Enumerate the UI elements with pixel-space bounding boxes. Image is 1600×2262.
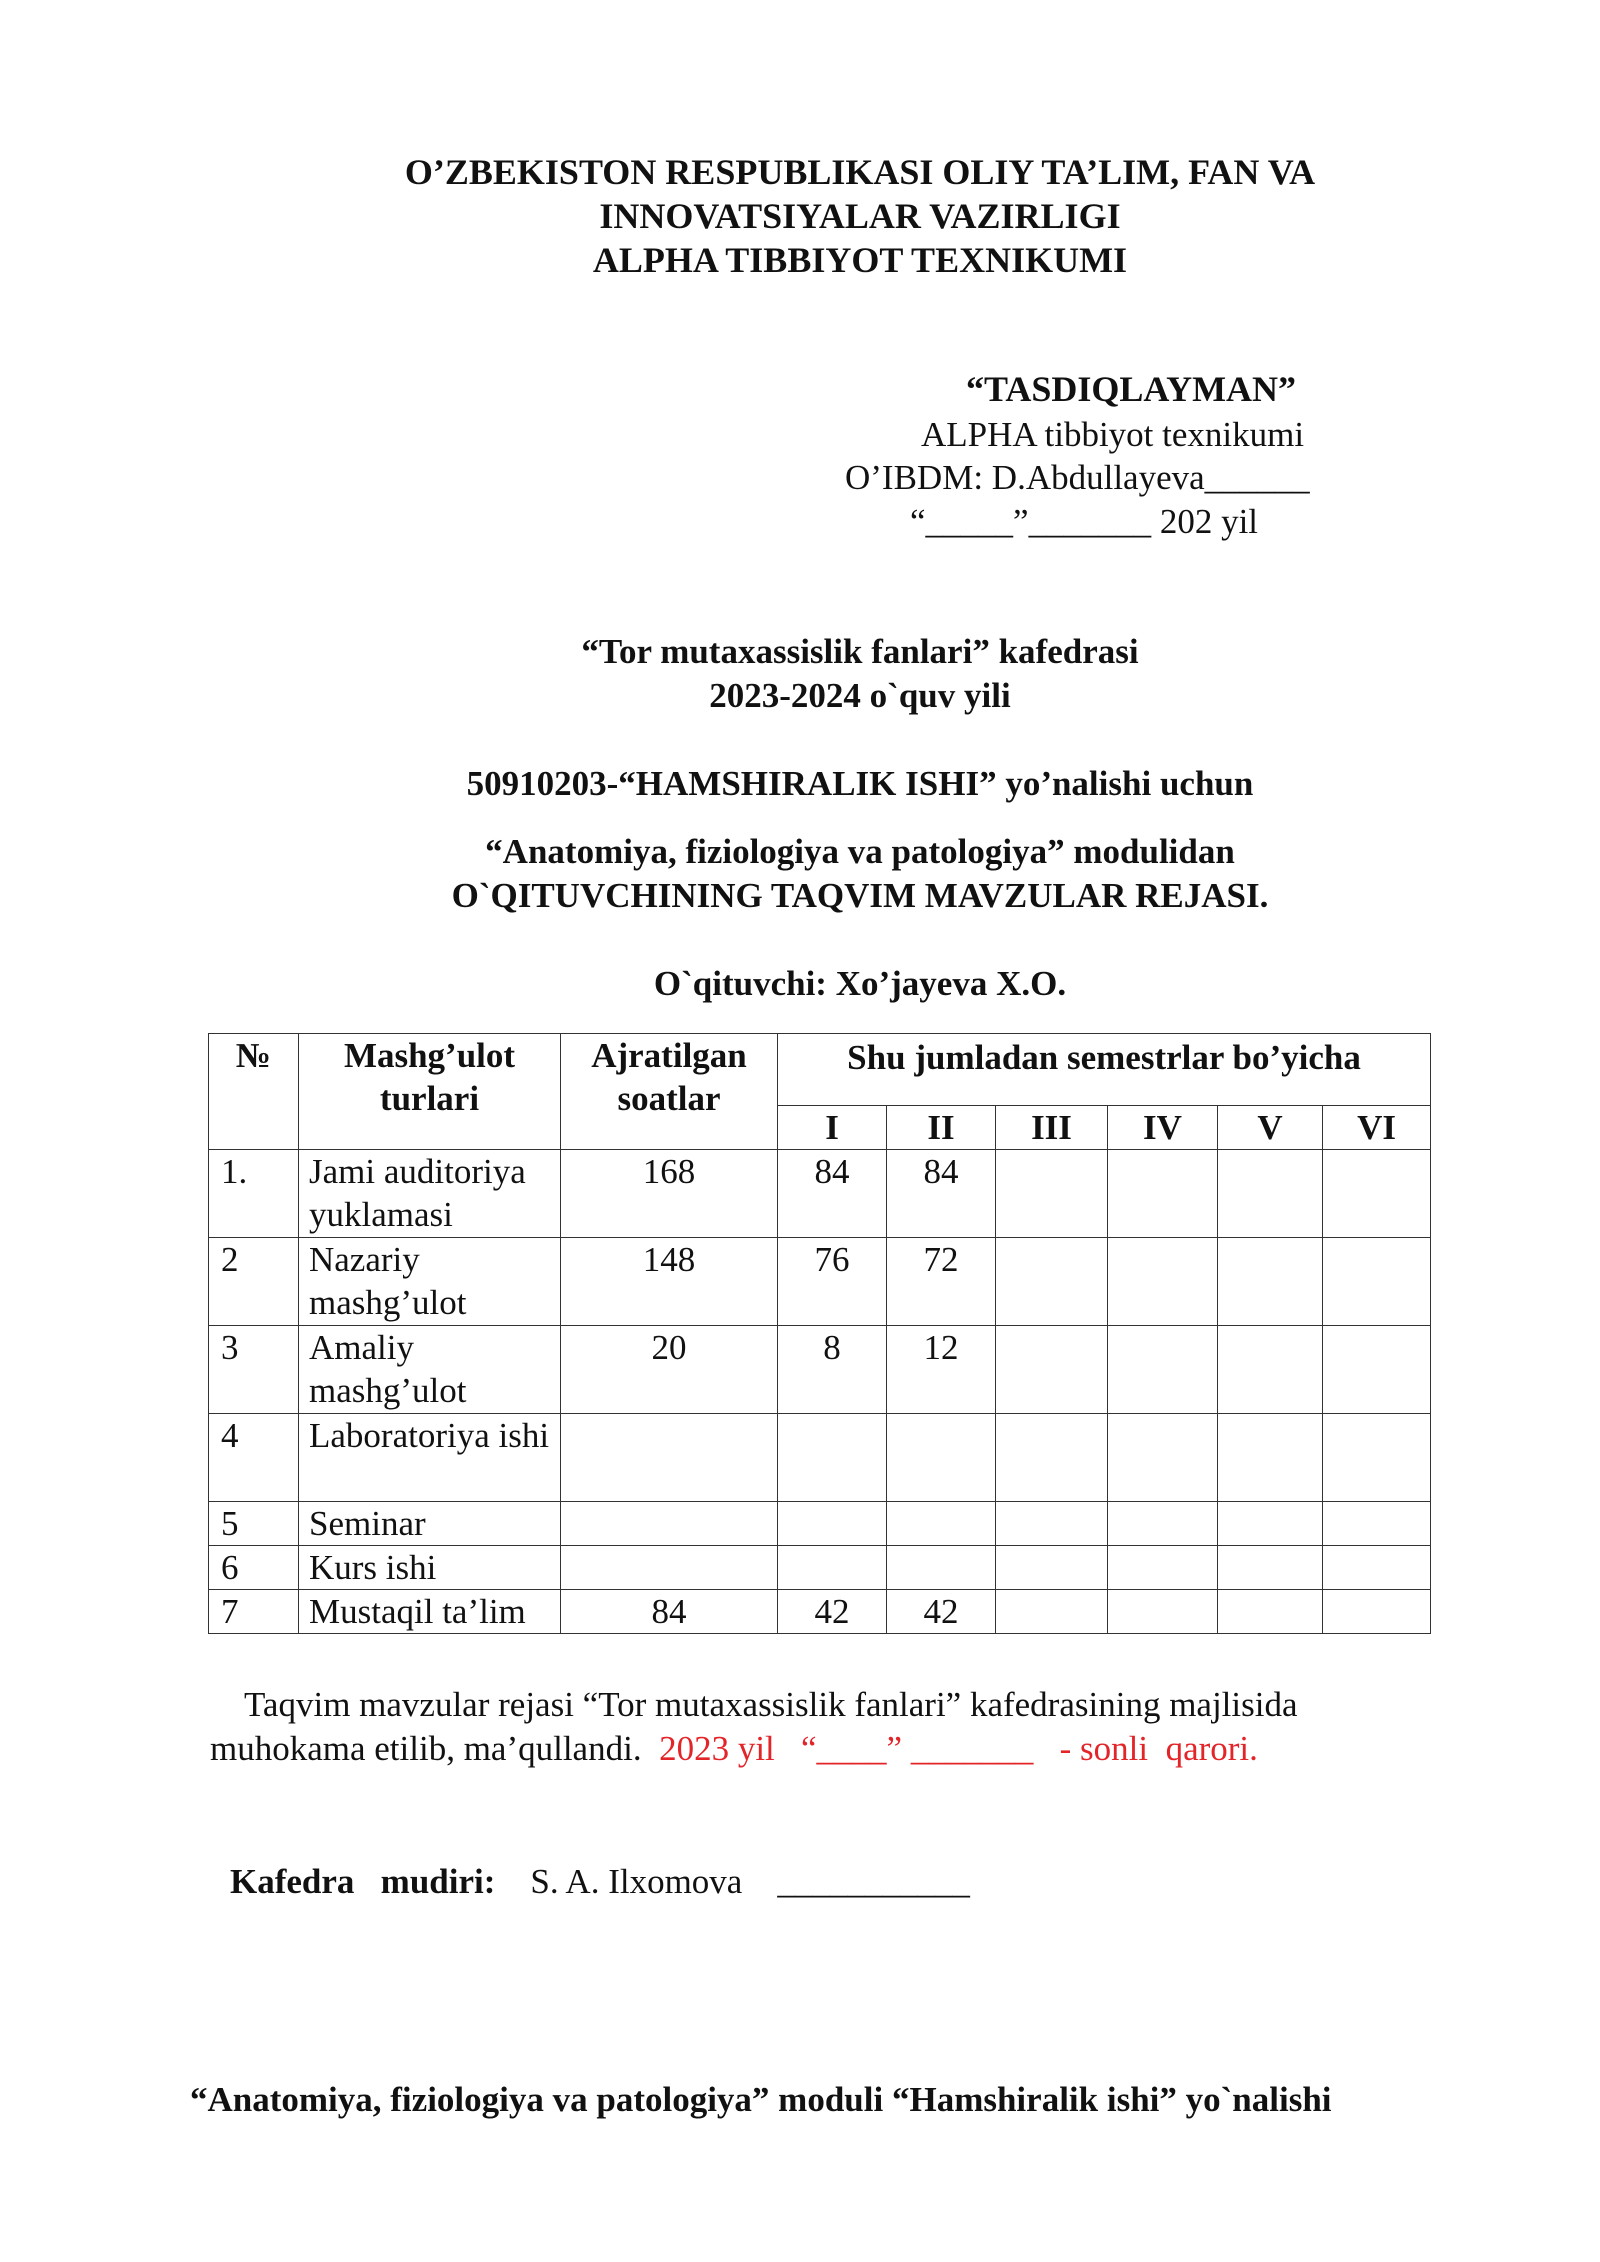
row-semester-3 xyxy=(996,1238,1108,1326)
header-semester-5: V xyxy=(1218,1106,1323,1150)
row-semester-5 xyxy=(1218,1546,1323,1590)
row-semester-4 xyxy=(1108,1590,1218,1634)
discussion-line-1: Taqvim mavzular rejasi “Tor mutaxassislik fanlari” kafedrasining majlisida xyxy=(244,1685,1298,1724)
row-semester-1: 8 xyxy=(778,1326,887,1414)
row-semester-6 xyxy=(1323,1502,1431,1546)
row-semester-2 xyxy=(887,1502,996,1546)
row-semester-3 xyxy=(996,1414,1108,1502)
row-semester-1 xyxy=(778,1546,887,1590)
row-type: Nazariy mashg’ulot xyxy=(299,1238,561,1326)
row-hours xyxy=(561,1414,778,1502)
approval-date: “_____”_______ 202 yil xyxy=(910,502,1259,541)
row-type: Jami auditoriya yuklamasi xyxy=(299,1150,561,1238)
row-number: 2 xyxy=(209,1238,299,1326)
decision-date: 2023 yil “____” _______ - sonli qarori. xyxy=(659,1729,1258,1768)
row-type: Seminar xyxy=(299,1502,561,1546)
discussion-text: muhokama etilib, ma’qullandi. xyxy=(210,1729,642,1768)
row-semester-2 xyxy=(887,1546,996,1590)
table-row xyxy=(209,1150,1431,1238)
row-semester-1 xyxy=(778,1502,887,1546)
row-semester-4 xyxy=(1108,1414,1218,1502)
row-semester-3 xyxy=(996,1546,1108,1590)
header-semester-3: III xyxy=(996,1106,1108,1150)
table-row xyxy=(209,1546,1431,1590)
row-semester-3 xyxy=(996,1326,1108,1414)
row-semester-6 xyxy=(1323,1238,1431,1326)
row-semester-2: 42 xyxy=(887,1590,996,1634)
row-semester-3 xyxy=(996,1502,1108,1546)
header-semester-2: II xyxy=(887,1106,996,1150)
row-semester-6 xyxy=(1323,1326,1431,1414)
row-number: 1. xyxy=(209,1150,299,1238)
table-row xyxy=(209,1414,1431,1502)
row-semester-6 xyxy=(1323,1150,1431,1238)
row-semester-6 xyxy=(1323,1414,1431,1502)
approval-org: ALPHA tibbiyot texnikumi xyxy=(921,415,1305,454)
row-semester-4 xyxy=(1108,1546,1218,1590)
row-number: 5 xyxy=(209,1502,299,1546)
academic-year: 2023-2024 o`quv yili xyxy=(709,676,1011,715)
row-semester-2: 12 xyxy=(887,1326,996,1414)
approval-signer: O’IBDM: D.Abdullayeva______ xyxy=(845,458,1310,497)
row-number: 6 xyxy=(209,1546,299,1590)
plan-title: O`QITUVCHINING TAQVIM MAVZULAR REJASI. xyxy=(451,876,1269,915)
department-name: “Tor mutaxassislik fanlari” kafedrasi xyxy=(581,632,1139,671)
row-semester-5 xyxy=(1218,1238,1323,1326)
header-hours: Ajratilgan soatlar xyxy=(561,1034,778,1150)
row-number: 4 xyxy=(209,1414,299,1502)
row-semester-2 xyxy=(887,1414,996,1502)
row-type: Kurs ishi xyxy=(299,1546,561,1590)
row-semester-1: 42 xyxy=(778,1590,887,1634)
table-row xyxy=(209,1590,1431,1634)
row-semester-2: 84 xyxy=(887,1150,996,1238)
head-name: S. A. Ilxomova xyxy=(530,1862,743,1901)
row-semester-2: 72 xyxy=(887,1238,996,1326)
row-semester-4 xyxy=(1108,1150,1218,1238)
row-semester-1 xyxy=(778,1414,887,1502)
row-semester-6 xyxy=(1323,1546,1431,1590)
head-label: Kafedra mudiri: xyxy=(230,1862,496,1901)
header-semester-4: IV xyxy=(1108,1106,1218,1150)
row-semester-3 xyxy=(996,1590,1108,1634)
table-row xyxy=(209,1238,1431,1326)
hours-table xyxy=(208,1033,1431,1634)
header-semester-6: VI xyxy=(1323,1106,1431,1150)
row-type: Laboratoriya ishi xyxy=(299,1414,561,1502)
header-type: Mashg’ulot turlari xyxy=(299,1034,561,1150)
row-hours: 168 xyxy=(561,1150,778,1238)
row-semester-4 xyxy=(1108,1326,1218,1414)
row-type: Amaliy mashg’ulot xyxy=(299,1326,561,1414)
row-hours: 148 xyxy=(561,1238,778,1326)
row-semester-5 xyxy=(1218,1502,1323,1546)
row-semester-4 xyxy=(1108,1238,1218,1326)
row-hours: 84 xyxy=(561,1590,778,1634)
row-semester-3 xyxy=(996,1150,1108,1238)
signature-line: ___________ xyxy=(777,1862,970,1901)
row-type: Mustaqil ta’lim xyxy=(299,1590,561,1634)
row-semester-5 xyxy=(1218,1414,1323,1502)
table-row xyxy=(209,1502,1431,1546)
teacher-name: O`qituvchi: Xo’jayeva X.O. xyxy=(653,964,1067,1003)
header-semesters: Shu jumladan semestrlar bo’yicha xyxy=(778,1034,1431,1106)
row-semester-6 xyxy=(1323,1590,1431,1634)
row-number: 3 xyxy=(209,1326,299,1414)
row-semester-5 xyxy=(1218,1326,1323,1414)
row-semester-5 xyxy=(1218,1150,1323,1238)
ministry-line-2: INNOVATSIYALAR VAZIRLIGI xyxy=(599,196,1121,236)
header-semester-1: I xyxy=(778,1106,887,1150)
discussion-line-2 xyxy=(210,1727,1258,1771)
row-semester-1: 84 xyxy=(778,1150,887,1238)
row-semester-4 xyxy=(1108,1502,1218,1546)
head-of-department xyxy=(230,1860,970,1904)
header-no: № xyxy=(209,1034,299,1150)
direction: 50910203-“HAMSHIRALIK ISHI” yo’nalishi uchun xyxy=(466,764,1254,803)
row-hours xyxy=(561,1546,778,1590)
row-number: 7 xyxy=(209,1590,299,1634)
row-hours xyxy=(561,1502,778,1546)
row-semester-5 xyxy=(1218,1590,1323,1634)
module-title: “Anatomiya, fiziologiya va patologiya” modulidan xyxy=(485,832,1235,871)
institution-name: ALPHA TIBBIYOT TEXNIKUMI xyxy=(592,240,1128,280)
row-semester-1: 76 xyxy=(778,1238,887,1326)
footer-module-line: “Anatomiya, fiziologiya va patologiya” moduli “Hamshiralik ishi” yo`nalishi xyxy=(190,2080,1332,2119)
approval-title: “TASDIQLAYMAN” xyxy=(966,369,1297,409)
ministry-line-1: O’ZBEKISTON RESPUBLIKASI OLIY TA’LIM, FAN VA xyxy=(404,152,1316,192)
table-row xyxy=(209,1326,1431,1414)
row-hours: 20 xyxy=(561,1326,778,1414)
